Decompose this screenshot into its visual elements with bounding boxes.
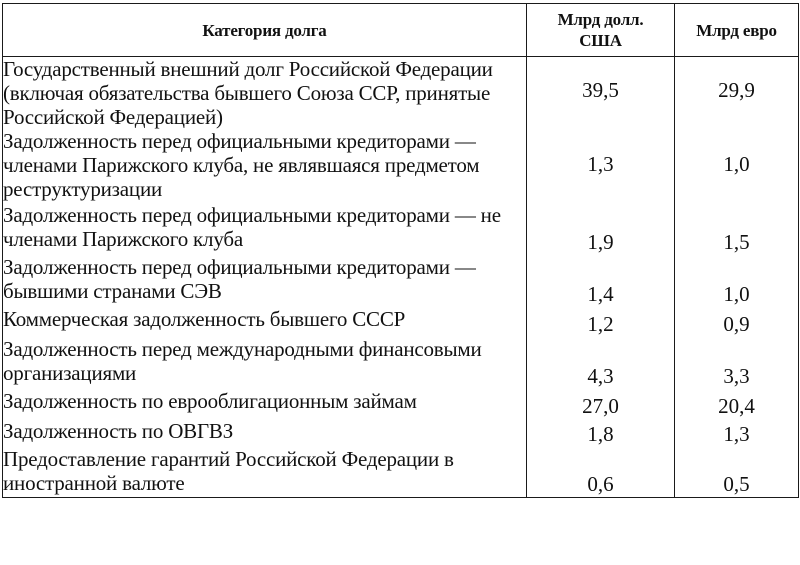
header-usd-line1: Млрд долл.	[557, 10, 644, 29]
table-row	[3, 419, 799, 447]
category-cell: Задолженность по ОВГВЗ	[3, 419, 527, 447]
eur-cell: 1,0	[675, 255, 799, 307]
eur-cell: 1,0	[675, 129, 799, 203]
eur-cell: 20,4	[675, 389, 799, 419]
table-row	[3, 447, 799, 498]
usd-cell: 1,9	[527, 203, 675, 255]
eur-cell: 1,3	[675, 419, 799, 447]
category-cell: Задолженность перед официальными кредиторами — бывшими странами СЭВ	[3, 255, 527, 307]
header-eur: Млрд евро	[675, 4, 799, 57]
eur-cell: 0,5	[675, 447, 799, 498]
header-category: Категория долга	[3, 4, 527, 57]
table-row	[3, 307, 799, 337]
usd-cell: 39,5	[527, 57, 675, 130]
category-cell: Задолженность по еврооблигационным займам	[3, 389, 527, 419]
eur-cell: 1,5	[675, 203, 799, 255]
eur-cell: 0,9	[675, 307, 799, 337]
usd-cell: 1,4	[527, 255, 675, 307]
category-cell: Коммерческая задолженность бывшего СССР	[3, 307, 527, 337]
table-row	[3, 337, 799, 389]
usd-cell: 1,2	[527, 307, 675, 337]
usd-cell: 0,6	[527, 447, 675, 498]
table-row	[3, 389, 799, 419]
usd-cell: 27,0	[527, 389, 675, 419]
debt-table	[2, 3, 799, 498]
header-usd	[527, 4, 675, 57]
usd-cell: 4,3	[527, 337, 675, 389]
usd-cell: 1,8	[527, 419, 675, 447]
eur-cell: 29,9	[675, 57, 799, 130]
category-cell: Задолженность перед официальными кредиторами — не членами Парижского клуба	[3, 203, 527, 255]
category-cell: Задолженность перед официальными кредиторами — членами Парижского клуба, не являвшаяся предметом реструктуризации	[3, 129, 527, 203]
table-row	[3, 203, 799, 255]
header-usd-line2: США	[579, 31, 622, 50]
table-row	[3, 57, 799, 130]
header-row	[3, 4, 799, 57]
category-cell: Задолженность перед международными финансовыми организациями	[3, 337, 527, 389]
table-row	[3, 255, 799, 307]
category-cell: Государственный внешний долг Российской Федерации (включая обязательства бывшего Союза ССР, принятые Российской Федерацией)	[3, 57, 527, 130]
eur-cell: 3,3	[675, 337, 799, 389]
table-row	[3, 129, 799, 203]
usd-cell: 1,3	[527, 129, 675, 203]
category-cell: Предоставление гарантий Российской Федерации в иностранной валюте	[3, 447, 527, 498]
